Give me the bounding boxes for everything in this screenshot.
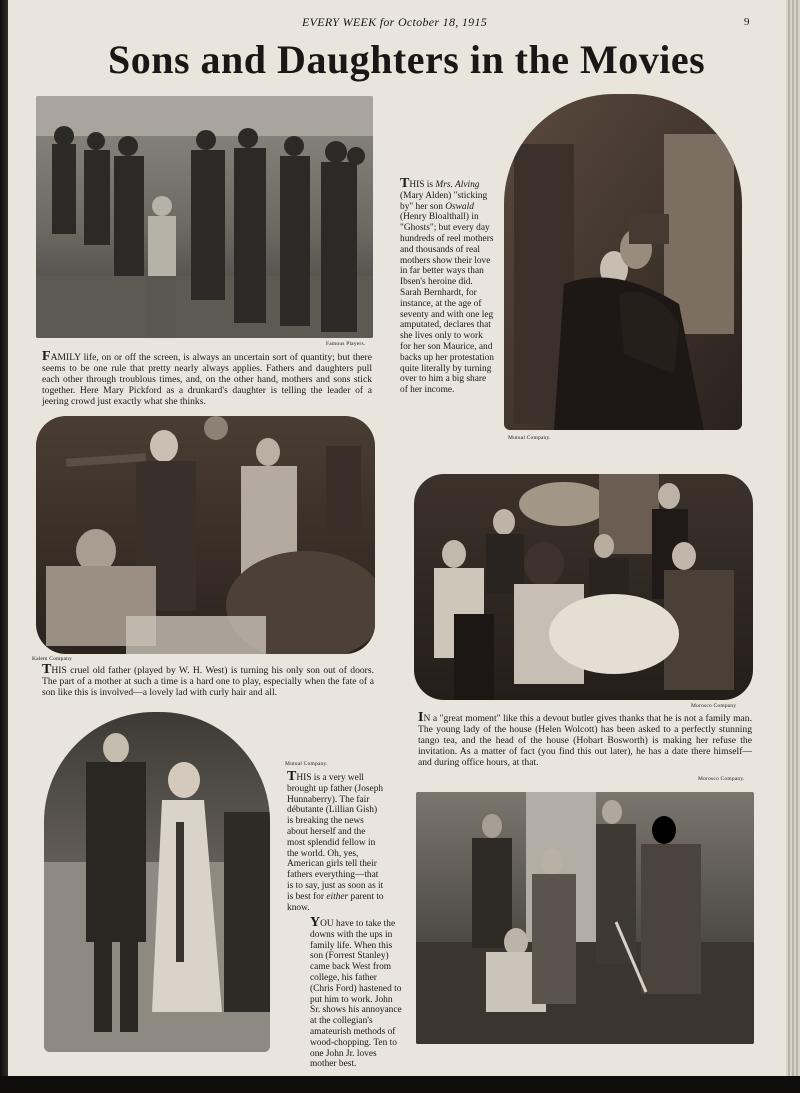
caption-alving xyxy=(400,176,496,396)
character-name: Mrs. Alving xyxy=(435,180,480,190)
caption-lead: AMILY xyxy=(50,352,81,363)
caption-ups-in-family xyxy=(310,915,402,1070)
photo-cruel-father xyxy=(36,416,375,654)
caption-lead: N xyxy=(423,713,431,724)
page-number: 9 xyxy=(744,16,750,28)
photo-credit-morosco: Morosco Company xyxy=(691,703,737,709)
drop-cap: T xyxy=(400,176,410,191)
caption-text: cruel old father (played by W. H. West) is turning his only son out of doors. The part of a mother at such a time is a hard one to play, especially when the fate of a son like this is involved—a lovely lad with curly hair and all. xyxy=(42,665,374,698)
magazine-page xyxy=(8,0,788,1080)
drop-cap: Y xyxy=(310,915,321,930)
drop-cap: T xyxy=(287,769,297,784)
photo-mrs-alving xyxy=(504,94,742,430)
photo-credit-famous-players: Famous Players. xyxy=(326,341,366,347)
character-name: Oswald xyxy=(445,201,474,212)
caption-text: a "great moment" like this a devout butler gives thanks that he is not a family man. The young lady of the house (Helen Wolcott) has been asked to a perfectly stunning tango tea, and the head of the house (Hobart Bosworth) is making her refuse the invitation. As a matter of fact (you find this out later), he has a date there himself—and during office hours, at that. xyxy=(418,713,752,768)
caption-text: life, on or off the screen, is always an uncertain sort of quantity; but there seems to be one rule that pretty nearly always applies. Fathers and daughters pull each other through troublous times, and, on the other hand, mothers and sons stick together. Here Mary Pickford as a drunkard's daughter is telling the leader of a jeering crowd just exactly what she thinks. xyxy=(42,352,372,407)
drop-cap: T xyxy=(42,662,52,677)
caption-text: have to take the downs with the ups in family life. When this son (Forrest Stanley) came back West from college, his father (Chris Ford) hastened to put him to work. John Sr. shows his annoyance at the collegian's amateurish methods of wood-chopping. Ten to one John Jr. loves mother best. xyxy=(310,919,402,1070)
running-head: EVERY WEEK for October 18, 1915 xyxy=(302,15,488,29)
page-stack-edge xyxy=(786,0,800,1093)
page-bottom-shadow xyxy=(0,1076,800,1093)
emphasis: either xyxy=(326,891,349,902)
photo-credit-morosco-2: Morosco Company. xyxy=(698,776,745,782)
caption-lead: HIS is xyxy=(409,180,436,190)
photo-mary-pickford-crowd xyxy=(36,96,373,338)
photo-credit-mutual-2: Mutual Company. xyxy=(285,761,328,767)
caption-family-life xyxy=(42,351,372,407)
drop-cap: I xyxy=(418,710,424,725)
photo-credit-mutual: Mutual Company. xyxy=(508,435,551,441)
caption-lead: HIS xyxy=(296,773,312,783)
caption-text: (Henry Bloalthall) in "Ghosts"; but every day hundreds of reel mothers and thousands of real mothers show their love in far better ways than Ibsen's heroine did. Sarah Bernhardt, for instance, at the age of seventy and with one leg amputated, declares that she lives only to work for her son Maurice, and backs up her protestation quite literally by turning over to him a big share of her income. xyxy=(400,212,494,396)
caption-text: parent to know. xyxy=(287,891,384,913)
caption-cruel-father xyxy=(42,664,374,698)
photo-woodchopping xyxy=(416,792,754,1044)
caption-well-brought-up xyxy=(287,769,385,913)
caption-great-moment xyxy=(418,712,752,768)
drop-cap: F xyxy=(42,349,51,364)
caption-lead: OU xyxy=(320,919,334,929)
caption-text: is a very well brought up father (Joseph Hunnaberry). The fair débutante (Lillian Gish) is breaking the news about herself and the most splendid fellow in the world. Oh, yes, American girls tell their fathers everything—that is to say, just as soon as it is best for xyxy=(287,773,384,902)
page-title: Sons and Daughters in the Movies xyxy=(108,37,706,82)
photo-credit-kalem: Kalem Company xyxy=(32,656,73,662)
caption-text: (Mary Alden) "sticking by" her son xyxy=(400,190,488,212)
caption-lead: HIS xyxy=(51,665,67,676)
photo-lillian-gish xyxy=(44,712,270,1052)
photo-dinner-butler xyxy=(414,474,753,700)
